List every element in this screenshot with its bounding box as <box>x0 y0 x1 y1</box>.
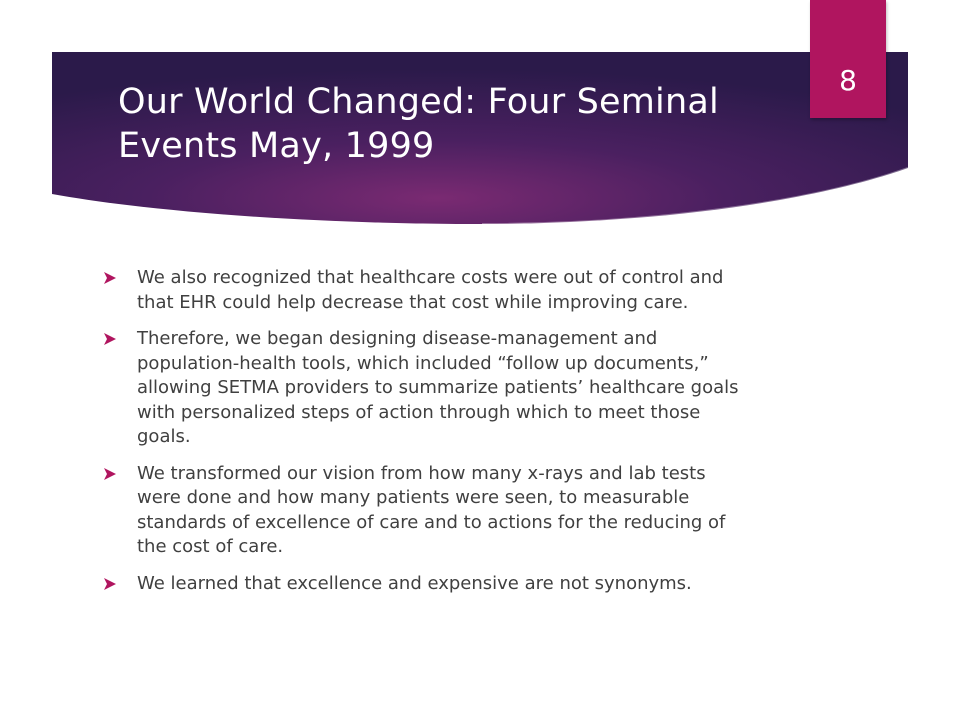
bullet-text: We also recognized that healthcare costs were out of control and that EHR could help decrease that cost while improving care. <box>137 267 724 313</box>
bullet-text: We learned that excellence and expensive are not synonyms. <box>137 572 692 594</box>
bullet-item <box>104 266 744 315</box>
bullet-text: Therefore, we began designing disease-management and population-health tools, which included “follow up documents,” allowing SETMA providers to summarize patients’ healthcare goals with personalized steps of action through which to meet those goals. <box>137 328 739 447</box>
page-number-badge <box>810 0 886 118</box>
slide-title: Our World Changed: Four Seminal Events May, 1999 <box>118 82 719 166</box>
arrowhead-bullet-icon <box>104 578 116 590</box>
bullet-item <box>104 462 744 560</box>
bullet-text: We transformed our vision from how many x-rays and lab tests were done and how many patients were seen, to measurable standards of excellence of care and to actions for the reducing of the cost of care. <box>137 462 726 557</box>
arrowhead-bullet-icon <box>104 468 116 480</box>
page-number: 8 <box>839 64 857 97</box>
arrowhead-bullet-icon <box>104 333 116 345</box>
bullet-item <box>104 572 744 597</box>
arrowhead-bullet-icon <box>104 272 116 284</box>
bullet-list <box>104 266 744 608</box>
bullet-item <box>104 327 744 450</box>
